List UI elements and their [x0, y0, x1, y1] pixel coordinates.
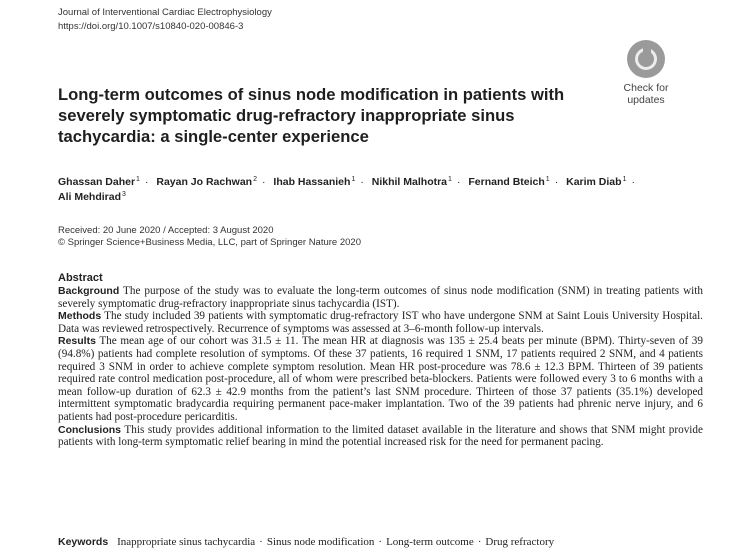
author-affiliation: 1 — [136, 175, 140, 183]
author-separator: · — [144, 176, 149, 188]
check-for-updates-badge[interactable] — [612, 40, 680, 116]
copyright-notice: © Springer Science+Business Media, LLC, part of Springer Nature 2020 — [58, 237, 361, 248]
author-name[interactable]: Ali Mehdirad — [58, 191, 122, 203]
abstract-background — [58, 285, 703, 310]
keyword-separator: · — [477, 536, 482, 548]
background-text: The purpose of the study was to evaluate the long-term outcomes of sinus node modification (SNM) in treating patients with severely symptomatic drug-refractory inappropriate sinus tachycardia (IST). — [58, 285, 703, 310]
results-text: The mean age of our cohort was 31.5 ± 11. The mean HR at diagnosis was 135 ± 25.4 beats per minute (BPM). Thirty-seven of 39 (94.8%) patients had complete resolution of symptoms. Of these 37 patients, 16 required 1 SNM, 17 patients required 2 SNM, and 4 patients required 3 SNM in order to achieve complete symptom resolution. Mean HR post-procedure was 78.6 ± 12.3 BPM. Thirteen of 39 patients required rate control medication post-procedure, all of whom were prescribed beta-blockers. Patients were followed every 3 to 6 months with a mean follow-up duration of 62.3 ± 42.9 months from the patient’s last SNM procedure. Thirteen of those 37 patients (35.1%) developed intermittent symptomatic bradycardia requiring permanent pace-maker implantation. Two of the 39 patients had phrenic nerve injury, and 6 patients had post-procedure pericarditis. — [58, 335, 703, 423]
received-accepted-dates: Received: 20 June 2020 / Accepted: 3 August 2020 — [58, 225, 274, 236]
keyword[interactable]: Inappropriate sinus tachycardia — [117, 536, 256, 548]
author-name[interactable]: Ghassan Daher — [58, 176, 136, 188]
author-name[interactable]: Karim Diab — [566, 176, 622, 188]
article-meta — [58, 225, 361, 249]
keyword[interactable]: Sinus node modification — [266, 536, 375, 548]
methods-text: The study included 39 patients with symptomatic drug-refractory IST who have undergone SNM at Saint Louis University Hospital. Data was reviewed retrospectively. Recurrence of symptoms was assessed at 3–6-month follow-up intervals. — [58, 310, 703, 335]
author-affiliation: 1 — [351, 175, 356, 183]
keywords-label: Keywords — [58, 536, 109, 548]
abstract-methods — [58, 310, 703, 335]
author-separator: · — [261, 176, 266, 188]
doi-link[interactable]: https://doi.org/10.1007/s10840-020-00846-3 — [58, 21, 244, 32]
background-label: Background — [58, 285, 120, 297]
author-name[interactable]: Rayan Jo Rachwan — [156, 176, 253, 188]
journal-name: Journal of Interventional Cardiac Electrophysiology — [58, 7, 272, 18]
author-separator: · — [360, 176, 364, 188]
author-separator: · — [554, 176, 559, 188]
author-name[interactable]: Fernand Bteich — [468, 176, 545, 188]
keywords — [58, 535, 718, 549]
conclusions-text: This study provides additional information to the limited dataset available in the literature and shows that SNM might provide patients with long-term symptomatic relief bearing in mind the potential increased risk for the need for permanent pacing. — [58, 423, 703, 449]
article-title: Long-term outcomes of sinus node modification in patients with severely symptomatic drug-refractory inappropriate sinus tachycardia: a single-center experience — [58, 85, 565, 146]
abstract-heading: Abstract — [58, 272, 103, 284]
badge-line-2: updates — [627, 94, 665, 106]
author-affiliation: 1 — [448, 175, 452, 183]
keyword[interactable]: Long-term outcome — [386, 536, 474, 548]
check-for-updates-icon — [627, 40, 665, 78]
author-affiliation: 1 — [622, 175, 627, 183]
abstract-conclusions — [58, 424, 703, 449]
keyword-separator: · — [378, 536, 383, 548]
keyword[interactable]: Drug refractory — [485, 536, 555, 548]
author-affiliation: 3 — [122, 190, 126, 198]
author-name[interactable]: Ihab Hassanieh — [273, 176, 351, 188]
author-separator: · — [456, 176, 461, 188]
keyword-separator: · — [259, 536, 263, 548]
abstract — [58, 271, 703, 449]
journal-header — [58, 6, 272, 34]
methods-label: Methods — [58, 310, 102, 323]
author-affiliation: 2 — [253, 175, 257, 183]
conclusions-label: Conclusions — [58, 423, 122, 436]
author-affiliation: 1 — [545, 175, 550, 183]
author-separator: · — [631, 176, 635, 188]
badge-line-1: Check for — [623, 82, 669, 94]
abstract-results — [58, 335, 703, 423]
author-list — [58, 175, 648, 205]
results-label: Results — [58, 335, 96, 348]
author-name[interactable]: Nikhil Malhotra — [371, 176, 448, 188]
